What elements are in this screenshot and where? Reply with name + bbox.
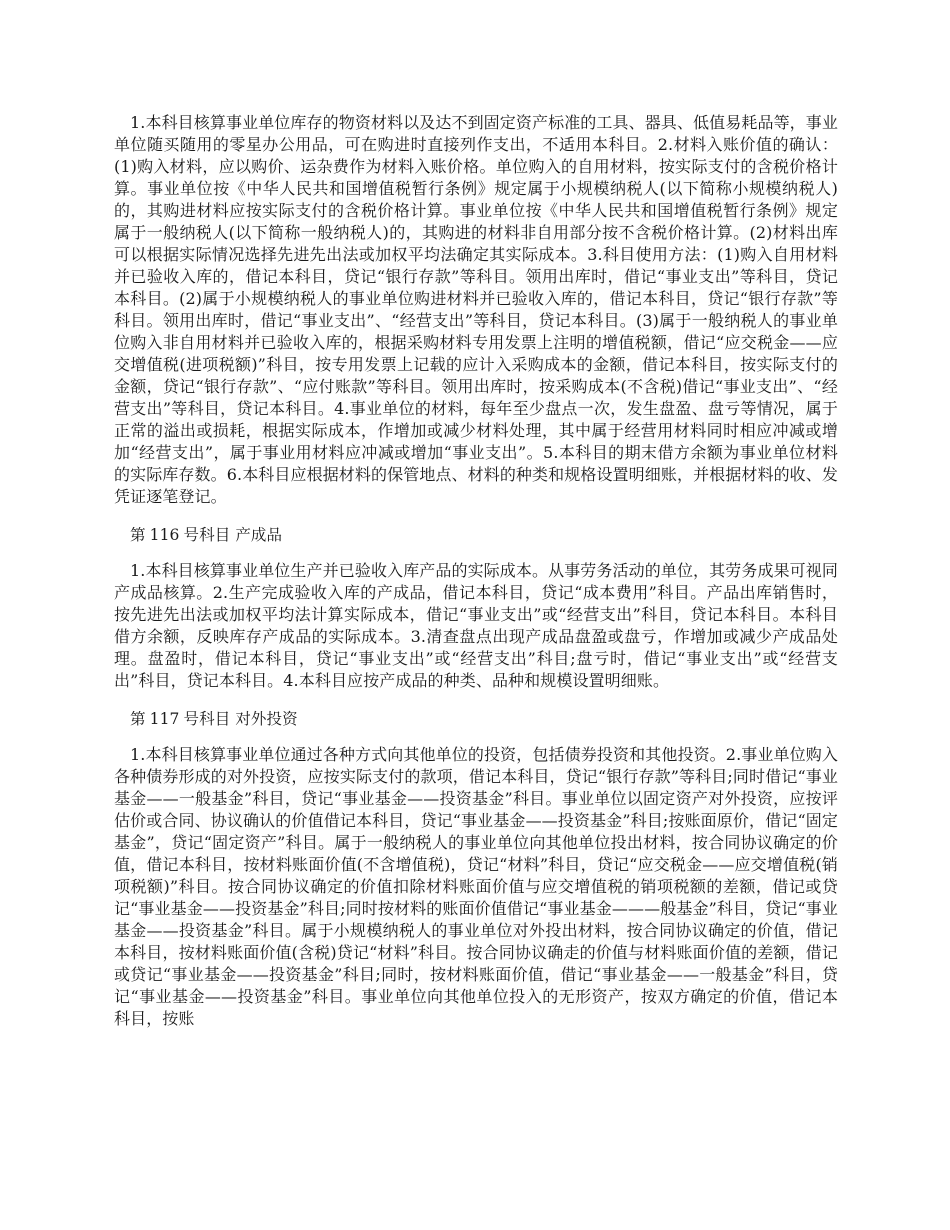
- document-page: [114, 112, 838, 1046]
- paragraph-material: 1.本科目核算事业单位库存的物资材料以及达不到固定资产标准的工具、器具、低值易耗品等，事业单位随买随用的零星办公用品，可在购进时直接列作支出，不适用本科目。2.材料入账价值的确认：(1)购入材料，应以购价、运杂费作为材料入账价格。单位购入的自用材料，按实际支付的含税价格计算。事业单位按《中华人民共和国增值税暂行条例》规定属于小规模纳税人(以下简称小规模纳税人)的，其购进材料应按实际支付的含税价格计算。事业单位按《中华人民共和国增值税暂行条例》规定属于一般纳税人(以下简称一般纳税人)的，其购进的材料非自用部分按不含税价格计算。(2)材料出库可以根据实际情况选择先进先出法或加权平均法确定其实际成本。3.科目使用方法：(1)购入自用材料并已验收入库的，借记本科目，贷记“银行存款”等科目。领用出库时，借记“事业支出”等科目，贷记本科目。(2)属于小规模纳税人的事业单位购进材料并已验收入库的，借记本科目，贷记“银行存款”等科目。领用出库时，借记“事业支出”、“经营支出”等科目，贷记本科目。(3)属于一般纳税人的事业单位购入非自用材料并已验收入库的，根据采购材料专用发票上注明的增值税额，借记“应交税金——应交增值税(进项税额)”科目，按专用发票上记载的应计入采购成本的金额，借记本科目，按实际支付的金额，贷记“银行存款”、“应付账款”等科目。领用出库时，按采购成本(不含税)借记“事业支出”、“经营支出”等科目，贷记本科目。4.事业单位的材料，每年至少盘点一次，发生盘盈、盘亏等情况，属于正常的溢出或损耗，根据实际成本，作增加或减少材料处理，其中属于经营用材料同时相应冲减或增加“经营支出”，属于事业用材料应冲减或增加“事业支出”。5.本科目的期末借方余额为事业单位材料的实际库存数。6.本科目应根据材料的保管地点、材料的种类和规格设置明细账，并根据材料的收、发凭证逐笔登记。: [114, 113, 838, 506]
- heading-prefix: 第: [130, 526, 146, 544]
- paragraph-external-investment: 1.本科目核算事业单位通过各种方式向其他单位的投资，包括债券投资和其他投资。2.事业单位购入各种债券形成的对外投资，应按实际支付的款项，借记本科目，贷记“银行存款”等科目;同时借记“事业基金——一般基金”科目，贷记“事业基金——投资基金”科目。事业单位以固定资产对外投资，应按评估价或合同、协议确认的价值借记本科目，贷记“事业基金——投资基金”科目;按账面原价，借记“固定基金”，贷记“固定资产”科目。属于一般纳税人的事业单位向其他单位投出材料，按合同协议确定的价值，借记本科目，按材料账面价值(不含增值税)，贷记“材料”科目，贷记“应交税金——应交增值税(销项税额)”科目。按合同协议确定的价值扣除材料账面价值与应交增值税的销项税额的差额，借记或贷记“事业基金——投资基金”科目;同时按材料的账面价值借记“事业基金———般基金”科目，贷记“事业基金——投资基金”科目。属于小规模纳税人的事业单位对外投出材料，按合同协议确定的价值，借记本科目，按材料账面价值(含税)贷记“材料”科目。按合同协议确走的价值与材料账面价值的差额，借记或贷记“事业基金——投资基金”科目;同时，按材料账面价值，借记“事业基金——一般基金”科目，贷记“事业基金——投资基金”科目。事业单位向其他单位投入的无形资产，按双方确定的价值，借记本科目，按账: [114, 745, 838, 1028]
- heading-account-116: [114, 524, 838, 546]
- heading-number: 117: [149, 710, 180, 728]
- paragraph-finished-goods: 1.本科目核算事业单位生产并已验收入库产品的实际成本。从事劳务活动的单位，其劳务成果可视同产成品核算。2.生产完成验收入库的产成品，借记本科目，贷记“成本费用”科目。产品出库销售时，按先进先出法或加权平均法计算实际成本，借记“事业支出”或“经营支出”科目，贷记本科目。本科目借方余额，反映库存产成品的实际成本。3.清查盘点出现产成品盘盈或盘亏，作增加或减少产成品处理。盘盈时，借记本科目，贷记“事业支出”或“经营支出”科目;盘亏时，借记“事业支出”或“经营支出”科目，贷记本科目。4.本科目应按产成品的种类、品种和规模设置明细账。: [114, 561, 838, 690]
- heading-account-117: [114, 708, 838, 730]
- heading-prefix: 第: [130, 710, 146, 728]
- heading-title: 号科目 产成品: [183, 526, 283, 544]
- heading-title: 号科目 对外投资: [183, 710, 298, 728]
- heading-number: 116: [149, 526, 180, 544]
